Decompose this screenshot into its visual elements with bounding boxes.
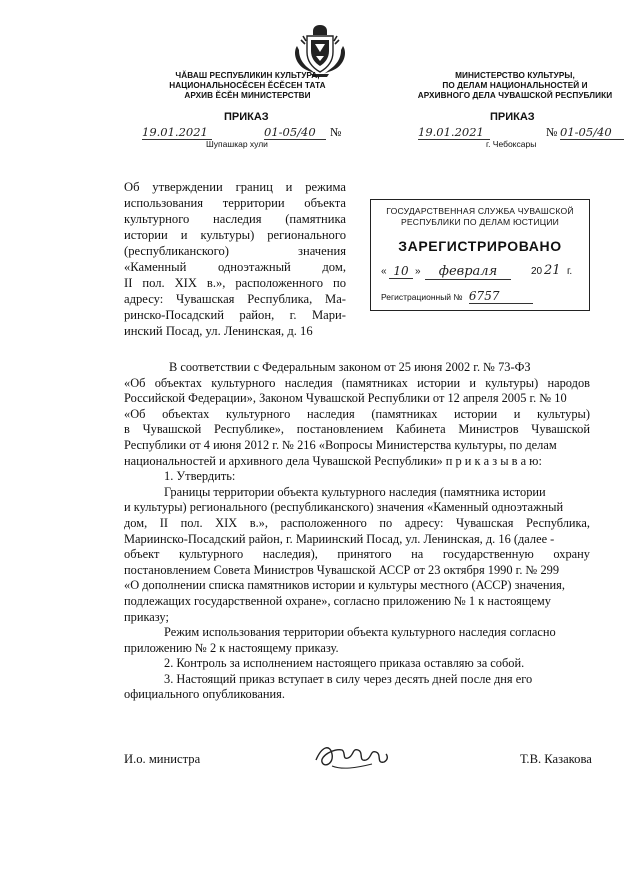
left-number-sign: № [330,125,342,139]
left-city: Шупашкар хули [206,139,268,149]
right-ministry-header [410,71,620,101]
right-number-sign: № [546,125,558,139]
left-date: 19.01.2021 [142,125,212,140]
left-doc-type: ПРИКАЗ [224,111,269,123]
handwritten-signature [312,738,392,774]
body-line: приказу; [124,609,169,624]
body-line: Границы территории объекта культурного наследия (памятника истории [164,484,546,499]
right-number: 01-05/40 [560,125,624,140]
stamp-month: февраля [425,264,511,280]
signature-scribble-icon [312,738,392,774]
title-line: ринско-Посадский район, г. Мари- [124,308,346,322]
stamp-quote-open: « [381,266,387,277]
title-line: Об утверждении границ и режима [124,180,346,194]
right-date: 19.01.2021 [418,125,490,140]
right-header-line2: ПО ДЕЛАМ НАЦИОНАЛЬНОСТЕЙ И [442,81,588,90]
right-header-line1: МИНИСТЕРСТВО КУЛЬТУРЫ, [455,71,575,80]
body-line: Республики от 4 июня 2012 г. № 216 «Вопросы Министерства культуры, по делам [124,437,557,452]
body-line: постановлением Совета Министров Чувашской АССР от 23 октября 1990 г. № 299 [124,562,560,577]
title-line: культурного наследия (памятника [124,212,346,226]
stamp-agency-line1: ГОСУДАРСТВЕННАЯ СЛУЖБА ЧУВАШСКОЙ [386,206,574,216]
body-line: 2. Контроль за исполнением настоящего приказа оставляю за собой. [164,656,525,671]
signatory-position: И.о. министра [124,752,201,766]
body-line: подлежащих государственной охране», согласно приложению № 1 к настоящему [124,593,551,608]
stamp-registered: ЗАРЕГИСТРИРОВАНО [398,238,562,254]
right-city: г. Чебоксары [486,139,537,149]
stamp-agency-line2: РЕСПУБЛИКИ ПО ДЕЛАМ ЮСТИЦИИ [400,217,560,227]
right-doc-type: ПРИКАЗ [490,111,535,123]
body-line: Режим использования территории объекта культурного наследия согласно [164,625,556,640]
body-line: официального опубликования. [124,687,285,702]
title-line: адресу: Чувашская Республика, Ма- [124,292,346,306]
body-line: «Об объектах культурного наследия (памятниках истории и культуры) [124,406,590,421]
registration-stamp [370,199,590,311]
body-line: 3. Настоящий приказ вступает в силу через десять дней после дня его [164,671,533,686]
title-line: «Каменный одноэтажный дом, [124,260,346,274]
body-line: Мариинско-Посадский район, г. Мариинский Посад, ул. Ленинская, д. 16 (далее - [124,531,555,546]
left-ministry-header [145,71,350,101]
order-body [124,360,590,703]
body-line: В соответствии с Федеральным законом от 25 июня 2002 г. № 73-ФЗ [169,360,531,374]
body-line: «О дополнении списка памятников истории и культуры местного (АССР) значения, [124,578,565,593]
body-line: национальностей и архивного дела Чувашской Республики» п р и к а з ы в а ю: [124,453,542,468]
body-line: и культуры) регионального (республиканского) значения «Каменный одноэтажный [124,500,564,515]
stamp-year-suffix: 21 [544,263,561,278]
title-line: использования территории объекта [124,196,346,210]
body-line: объект культурного наследия), принятого на государственную охрану [124,547,590,562]
right-header-line3: АРХИВНОГО ДЕЛА ЧУВАШСКОЙ РЕСПУБЛИКИ [417,91,613,100]
title-line: II пол. XIX в.», расположенного по [124,276,346,290]
stamp-day: 10 [389,264,413,279]
order-title [124,179,346,339]
left-header-line1: ЧӐВАШ РЕСПУБЛИКИН КУЛЬТУРА, [175,71,320,80]
left-header-line2: НАЦИОНАЛЬНОСĔСЕН ĔСĔСЕН ТАТА [169,81,326,90]
left-number: 01-05/40 [264,125,326,140]
body-line: приложению № 2 к настоящему приказу. [124,640,339,655]
left-header-line3: АРХИВ ĔСĔН МИНИСТЕРСТВИ [184,91,311,100]
title-line: (республиканского) значения [124,244,346,258]
body-line: 1. Утвердить: [164,469,236,484]
stamp-year-prefix: 20 [531,266,543,277]
title-line: истории и культуры) регионального [124,228,346,242]
signatory-name: Т.В. Казакова [520,752,592,766]
stamp-reg-row [381,289,581,303]
stamp-date-row [381,263,581,282]
body-line: Российской Федерации», Законом Чувашской Республики от 12 апреля 2005 г. № 10 [124,391,567,406]
title-line: инский Посад, ул. Ленинская, д. 16 [124,324,313,338]
stamp-reg-label: Регистрационный № [381,292,463,302]
stamp-year-end: г. [567,266,573,277]
stamp-reg-number: 6757 [469,289,533,304]
stamp-quote-close: » [415,266,421,277]
body-line: дом, II пол. XIX в.», расположенного по адресу: Чувашская Республика, [124,515,590,530]
body-line: в Чувашской Республике», постановлением Кабинета Министров Чувашской [124,422,590,437]
body-line: «Об объектах культурного наследия (памятниках истории и культуры) народов [124,375,590,390]
